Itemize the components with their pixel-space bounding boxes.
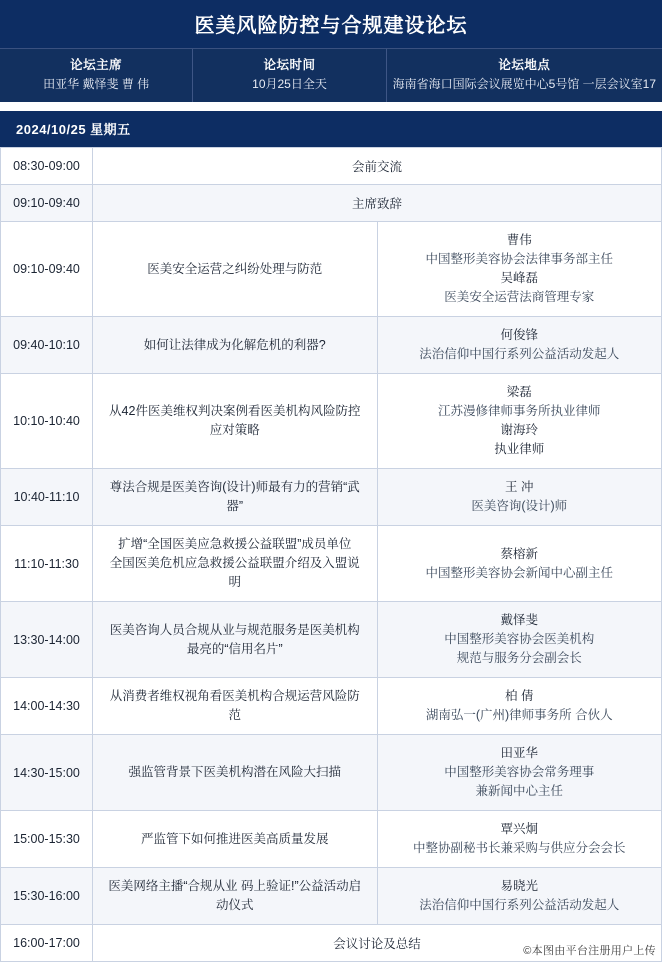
agenda-speaker-line: 吴峰磊	[500, 271, 538, 285]
agenda-speaker-line: 何俊锋	[500, 328, 538, 342]
meta-chair-label: 论坛主席	[70, 58, 123, 72]
agenda-topic-line: 扩增“全国医美应急救援公益联盟”成员单位	[118, 537, 352, 551]
agenda-speaker-line: 戴怿斐	[500, 613, 538, 627]
agenda-speaker	[377, 222, 662, 317]
agenda-topic-line: 严监管下如何推进医美高质量发展	[140, 831, 329, 846]
agenda-topic	[93, 811, 378, 868]
agenda-topic-line: 强监管背景下医美机构潜在风险大扫描	[128, 765, 341, 779]
table-row	[1, 735, 662, 811]
agenda-speaker-line: 执业律师	[494, 442, 545, 456]
agenda-topic	[93, 222, 378, 317]
table-row	[1, 374, 662, 469]
agenda-topic: 会前交流	[93, 148, 662, 185]
agenda-speaker-line: 中国整形美容协会法律事务部主任	[425, 252, 613, 266]
agenda-speaker-line: 医美安全运营法商管理专家	[444, 290, 595, 304]
meta-time-label: 论坛时间	[263, 58, 316, 72]
meta-time	[193, 49, 386, 102]
agenda-topic	[93, 602, 378, 678]
table-row	[1, 602, 662, 678]
agenda-topic-line: 医美网络主播“合规从业 码上验证!”公益活动启动仪式	[108, 879, 362, 912]
page-title: 医美风险防控与合规建设论坛	[0, 0, 662, 48]
agenda-speaker-line: 法治信仰中国行系列公益活动发起人	[419, 898, 620, 912]
agenda-topic-line: 从42件医美维权判决案例看医美机构风险防控应对策略	[109, 404, 361, 437]
agenda-speaker	[377, 811, 662, 868]
agenda-time: 14:00-14:30	[1, 678, 93, 735]
watermark: ©本图由平台注册用户上传	[523, 945, 656, 957]
agenda-speaker	[377, 735, 662, 811]
meta-chair	[0, 49, 193, 102]
agenda-speaker-line: 医美咨询(设计)师	[471, 499, 568, 513]
table-row	[1, 148, 662, 185]
agenda-speaker-line: 江苏漫修律师事务所执业律师	[437, 404, 601, 418]
agenda-speaker-line: 中国整形美容协会医美机构	[444, 632, 595, 646]
agenda-time: 10:10-10:40	[1, 374, 93, 469]
agenda-topic-line: 尊法合规是医美咨询(设计)师最有力的营销“武器”	[109, 480, 360, 513]
header-spacer	[0, 102, 662, 111]
agenda-topic	[93, 526, 378, 602]
agenda-topic-line: 医美安全运营之纠纷处理与防范	[147, 261, 323, 276]
meta-venue-value: 海南省海口国际会议展览中心5号馆 一层会议室17	[392, 77, 657, 91]
agenda-speaker-line: 曹伟	[506, 233, 532, 247]
table-row	[1, 469, 662, 526]
agenda-speaker-line: 中整协副秘书长兼采购与供应分会会长	[412, 841, 626, 855]
agenda-speaker-line: 柏 倩	[505, 689, 534, 703]
agenda-time: 16:00-17:00	[1, 925, 93, 962]
agenda-speaker-line: 易晓光	[500, 879, 538, 893]
agenda-speaker	[377, 868, 662, 925]
agenda-speaker	[377, 602, 662, 678]
meta-venue-label: 论坛地点	[498, 58, 551, 72]
meta-time-value: 10月25日全天	[252, 77, 327, 91]
agenda-speaker-line: 王 冲	[505, 480, 534, 494]
agenda-topic-line: 医美咨询人员合规从业与规范服务是医美机构最亮的“信用名片”	[109, 622, 360, 656]
agenda-speaker	[377, 469, 662, 526]
agenda-speaker-line: 梁磊	[506, 385, 532, 399]
agenda-speaker-line: 湖南弘一(广州)律师事务所 合伙人	[425, 708, 613, 722]
meta-chair-value: 田亚华 戴怿斐 曹 伟	[43, 77, 150, 91]
agenda-topic	[93, 678, 378, 735]
agenda-table-body	[1, 148, 662, 962]
agenda-topic: 主席致辞	[93, 185, 662, 222]
table-row	[1, 526, 662, 602]
table-row	[1, 317, 662, 374]
agenda-topic	[93, 374, 378, 469]
agenda-time: 09:10-09:40	[1, 222, 93, 317]
agenda-time: 15:30-16:00	[1, 868, 93, 925]
agenda-speaker-line: 中国整形美容协会常务理事	[444, 765, 595, 779]
agenda-topic	[93, 469, 378, 526]
agenda-speaker	[377, 526, 662, 602]
agenda-topic	[93, 317, 378, 374]
agenda-time: 10:40-11:10	[1, 469, 93, 526]
agenda-speaker-line: 覃兴炯	[500, 822, 538, 836]
agenda-time: 15:00-15:30	[1, 811, 93, 868]
agenda-speaker-line: 兼新闻中心主任	[475, 784, 563, 798]
agenda-topic: 会议讨论及总结	[93, 925, 662, 962]
agenda-topic	[93, 868, 378, 925]
agenda-speaker-line: 田亚华	[500, 746, 538, 760]
agenda-speaker	[377, 317, 662, 374]
agenda-speaker-line: 法治信仰中国行系列公益活动发起人	[419, 347, 620, 361]
agenda-speaker	[377, 374, 662, 469]
agenda-topic-line: 全国医美危机应急救援公益联盟介绍及入盟说明	[109, 556, 360, 589]
agenda-speaker	[377, 678, 662, 735]
agenda-speaker-line: 规范与服务分会副会长	[456, 651, 582, 665]
agenda-topic-line: 如何让法律成为化解危机的利器?	[143, 337, 326, 352]
agenda-speaker-line: 蔡榕新	[500, 546, 538, 561]
agenda-time: 11:10-11:30	[1, 526, 93, 602]
agenda-time: 09:40-10:10	[1, 317, 93, 374]
table-row	[1, 811, 662, 868]
agenda-time: 13:30-14:00	[1, 602, 93, 678]
table-row	[1, 222, 662, 317]
meta-venue	[387, 49, 662, 102]
table-row	[1, 868, 662, 925]
table-row	[1, 185, 662, 222]
date-banner: 2024/10/25 星期五	[0, 111, 662, 147]
agenda-table	[0, 147, 662, 962]
agenda-time: 14:30-15:00	[1, 735, 93, 811]
agenda-speaker-line: 中国整形美容协会新闻中心副主任	[425, 565, 613, 580]
table-row	[1, 678, 662, 735]
agenda-speaker-line: 谢海玲	[500, 423, 538, 437]
header-meta-row	[0, 48, 662, 102]
agenda-time: 08:30-09:00	[1, 148, 93, 185]
agenda-topic-line: 从消费者维权视角看医美机构合规运营风险防范	[109, 689, 360, 722]
agenda-time: 09:10-09:40	[1, 185, 93, 222]
agenda-topic	[93, 735, 378, 811]
